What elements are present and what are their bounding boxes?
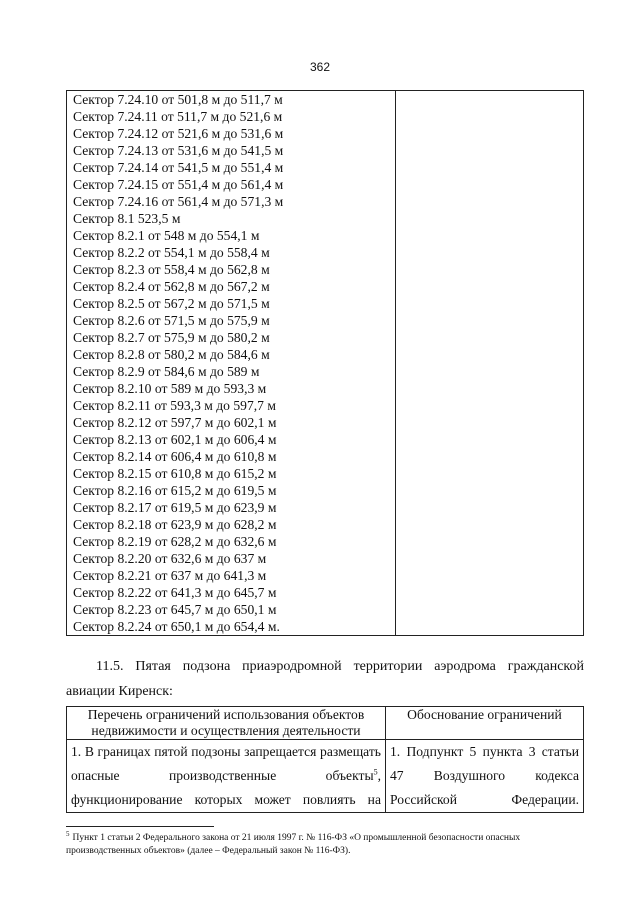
sector-row: Сектор 8.2.23 от 645,7 м до 650,1 м <box>73 602 277 617</box>
sector-justification-cell <box>396 91 584 636</box>
header-restrictions: Перечень ограничений использования объектов недвижимости и осуществления деятельности <box>67 707 386 740</box>
table-header-row <box>67 707 584 740</box>
sector-row: Сектор 8.2.1 от 548 м до 554,1 м <box>73 228 260 243</box>
page-number: 362 <box>309 60 331 74</box>
sector-row: Сектор 7.24.14 от 541,5 м до 551,4 м <box>73 160 284 175</box>
restriction-text-b: , функционирование которых может повлиять на <box>71 768 381 807</box>
sector-row: Сектор 8.2.2 от 554,1 м до 558,4 м <box>73 245 270 260</box>
restriction-text <box>67 740 386 813</box>
sector-row: Сектор 8.2.8 от 580,2 м до 584,6 м <box>73 347 270 362</box>
sector-row: Сектор 8.2.5 от 567,2 м до 571,5 м <box>73 296 270 311</box>
sector-row: Сектор 8.2.24 от 650,1 м до 654,4 м. <box>73 619 280 634</box>
footnote-text: Пункт 1 статьи 2 Федерального закона от 21 июля 1997 г. № 116-ФЗ «О промышленной безопасности опасных производственных объектов» (далее – Федеральный закон № 116-ФЗ). <box>66 833 521 856</box>
sector-row: Сектор 8.2.16 от 615,2 м до 619,5 м <box>73 483 277 498</box>
sector-row: Сектор 8.2.9 от 584,6 м до 589 м <box>73 364 260 379</box>
sector-row: Сектор 8.2.10 от 589 м до 593,3 м <box>73 381 267 396</box>
sector-row: Сектор 8.2.3 от 558,4 м до 562,8 м <box>73 262 270 277</box>
sector-row: Сектор 7.24.10 от 501,8 м до 511,7 м <box>73 92 283 107</box>
restrictions-table <box>66 706 584 813</box>
sector-row: Сектор 7.24.15 от 551,4 м до 561,4 м <box>73 177 284 192</box>
sector-row: Сектор 7.24.11 от 511,7 м до 521,6 м <box>73 109 283 124</box>
sector-row: Сектор 8.2.6 от 571,5 м до 575,9 м <box>73 313 270 328</box>
sector-row: Сектор 8.2.18 от 623,9 м до 628,2 м <box>73 517 277 532</box>
sector-row: Сектор 8.2.12 от 597,7 м до 602,1 м <box>73 415 277 430</box>
header-justification: Обоснование ограничений <box>386 707 584 740</box>
sector-row: Сектор 7.24.12 от 521,6 м до 531,6 м <box>73 126 284 141</box>
section-heading <box>66 654 584 704</box>
footnote-divider <box>66 826 214 827</box>
section-heading-text: 11.5. Пятая подзона приаэродромной территории аэродрома гражданской авиации Киренск: <box>66 659 584 699</box>
sector-row: Сектор 8.2.14 от 606,4 м до 610,8 м <box>73 449 277 464</box>
table-row <box>67 91 584 636</box>
sector-row: Сектор 8.2.21 от 637 м до 641,3 м <box>73 568 267 583</box>
sector-row: Сектор 8.2.15 от 610,8 м до 615,2 м <box>73 466 277 481</box>
sector-row: Сектор 8.2.22 от 641,3 м до 645,7 м <box>73 585 277 600</box>
sector-row: Сектор 8.2.13 от 602,1 м до 606,4 м <box>73 432 277 447</box>
sector-row: Сектор 8.1 523,5 м <box>73 211 181 226</box>
justification-text: 1. Подпункт 5 пункта 3 статьи 47 Воздушного кодекса Российской Федерации. <box>386 740 584 813</box>
sector-table <box>66 90 584 636</box>
sector-row: Сектор 8.2.20 от 632,6 м до 637 м <box>73 551 267 566</box>
sector-list <box>73 91 395 635</box>
sector-row: Сектор 7.24.16 от 561,4 м до 571,3 м <box>73 194 284 209</box>
sector-row: Сектор 7.24.13 от 531,6 м до 541,5 м <box>73 143 284 158</box>
restriction-text-a: 1. В границах пятой подзоны запрещается размещать опасные производственные объекты <box>71 744 381 783</box>
footnote-reference: 5 <box>373 767 378 777</box>
sector-list-cell <box>67 91 396 636</box>
sector-row: Сектор 8.2.11 от 593,3 м до 597,7 м <box>73 398 276 413</box>
sector-row: Сектор 8.2.19 от 628,2 м до 632,6 м <box>73 534 277 549</box>
footnote-mark: 5 <box>66 829 70 838</box>
footnote <box>66 829 586 858</box>
sector-row: Сектор 8.2.4 от 562,8 м до 567,2 м <box>73 279 270 294</box>
sector-row: Сектор 8.2.7 от 575,9 м до 580,2 м <box>73 330 270 345</box>
sector-row: Сектор 8.2.17 от 619,5 м до 623,9 м <box>73 500 277 515</box>
table-row <box>67 740 584 813</box>
